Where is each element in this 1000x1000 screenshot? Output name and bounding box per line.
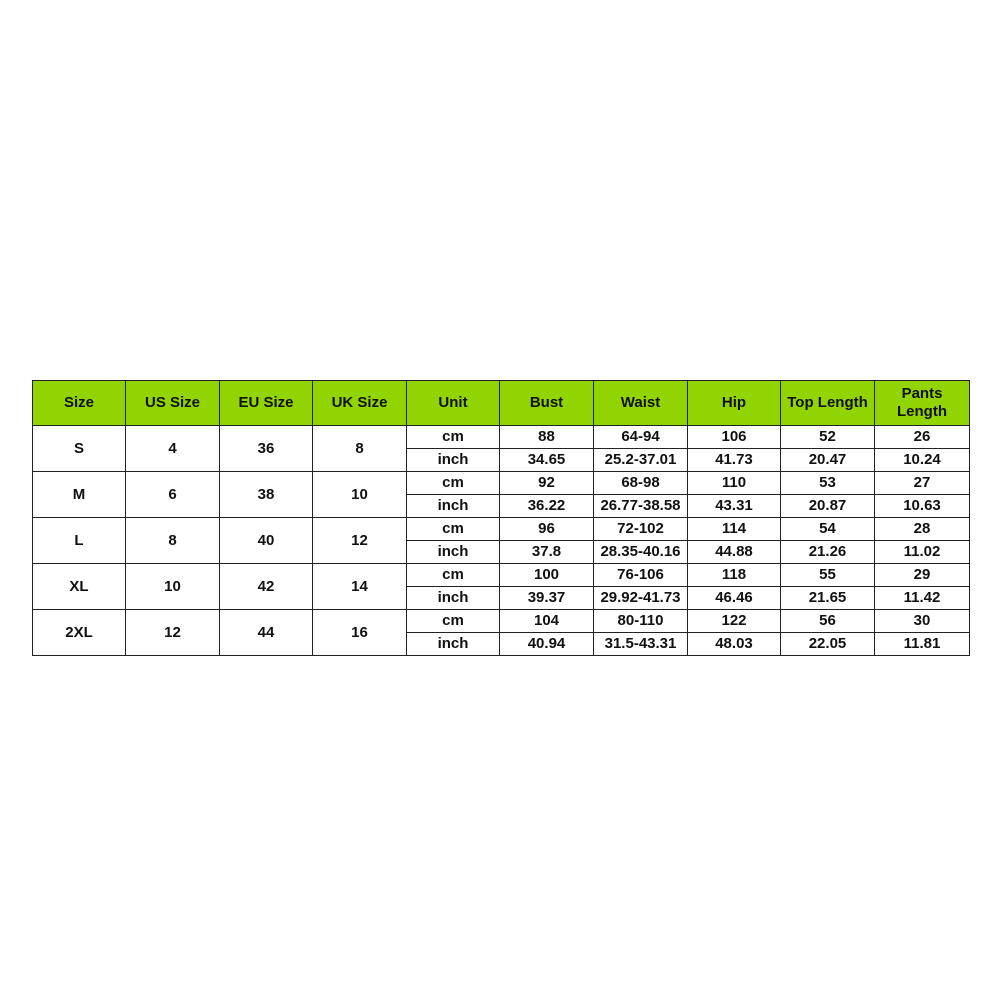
us-size-cell: 4 bbox=[126, 426, 220, 472]
size-chart-table bbox=[32, 380, 970, 656]
us-size-cell: 10 bbox=[126, 564, 220, 610]
top-inch-cell: 20.87 bbox=[781, 495, 875, 518]
waist-cm-cell: 64-94 bbox=[594, 426, 688, 449]
waist-inch-cell: 31.5-43.31 bbox=[594, 633, 688, 656]
uk-size-cell: 16 bbox=[313, 610, 407, 656]
unit-cm-cell: cm bbox=[407, 564, 500, 587]
waist-cm-cell: 80-110 bbox=[594, 610, 688, 633]
top-cm-cell: 55 bbox=[781, 564, 875, 587]
size-cell: XL bbox=[33, 564, 126, 610]
bust-inch-cell: 37.8 bbox=[500, 541, 594, 564]
top-cm-cell: 54 bbox=[781, 518, 875, 541]
header-eu-size: EU Size bbox=[220, 381, 313, 426]
us-size-cell: 8 bbox=[126, 518, 220, 564]
pants-inch-cell: 11.02 bbox=[875, 541, 970, 564]
unit-cm-cell: cm bbox=[407, 472, 500, 495]
uk-size-cell: 12 bbox=[313, 518, 407, 564]
us-size-cell: 6 bbox=[126, 472, 220, 518]
table-row bbox=[33, 426, 970, 449]
unit-cm-cell: cm bbox=[407, 610, 500, 633]
header-waist: Waist bbox=[594, 381, 688, 426]
bust-inch-cell: 34.65 bbox=[500, 449, 594, 472]
pants-inch-cell: 10.63 bbox=[875, 495, 970, 518]
unit-cm-cell: cm bbox=[407, 518, 500, 541]
unit-cm-cell: cm bbox=[407, 426, 500, 449]
header-hip: Hip bbox=[688, 381, 781, 426]
top-inch-cell: 22.05 bbox=[781, 633, 875, 656]
eu-size-cell: 40 bbox=[220, 518, 313, 564]
eu-size-cell: 38 bbox=[220, 472, 313, 518]
table-row bbox=[33, 472, 970, 495]
header-pants-length: Pants Length bbox=[875, 381, 970, 426]
waist-cm-cell: 76-106 bbox=[594, 564, 688, 587]
pants-cm-cell: 27 bbox=[875, 472, 970, 495]
top-cm-cell: 52 bbox=[781, 426, 875, 449]
bust-inch-cell: 36.22 bbox=[500, 495, 594, 518]
size-cell: S bbox=[33, 426, 126, 472]
header-unit: Unit bbox=[407, 381, 500, 426]
waist-inch-cell: 26.77-38.58 bbox=[594, 495, 688, 518]
header-top-length: Top Length bbox=[781, 381, 875, 426]
hip-cm-cell: 106 bbox=[688, 426, 781, 449]
waist-inch-cell: 28.35-40.16 bbox=[594, 541, 688, 564]
size-cell: L bbox=[33, 518, 126, 564]
eu-size-cell: 44 bbox=[220, 610, 313, 656]
header-size: Size bbox=[33, 381, 126, 426]
size-cell: M bbox=[33, 472, 126, 518]
hip-cm-cell: 122 bbox=[688, 610, 781, 633]
hip-inch-cell: 43.31 bbox=[688, 495, 781, 518]
header-us-size: US Size bbox=[126, 381, 220, 426]
eu-size-cell: 42 bbox=[220, 564, 313, 610]
top-cm-cell: 56 bbox=[781, 610, 875, 633]
top-inch-cell: 21.65 bbox=[781, 587, 875, 610]
us-size-cell: 12 bbox=[126, 610, 220, 656]
unit-inch-cell: inch bbox=[407, 495, 500, 518]
unit-inch-cell: inch bbox=[407, 541, 500, 564]
hip-cm-cell: 114 bbox=[688, 518, 781, 541]
waist-inch-cell: 25.2-37.01 bbox=[594, 449, 688, 472]
pants-cm-cell: 26 bbox=[875, 426, 970, 449]
top-inch-cell: 20.47 bbox=[781, 449, 875, 472]
unit-inch-cell: inch bbox=[407, 633, 500, 656]
bust-cm-cell: 104 bbox=[500, 610, 594, 633]
pants-cm-cell: 28 bbox=[875, 518, 970, 541]
eu-size-cell: 36 bbox=[220, 426, 313, 472]
bust-cm-cell: 100 bbox=[500, 564, 594, 587]
table-row bbox=[33, 518, 970, 541]
hip-inch-cell: 44.88 bbox=[688, 541, 781, 564]
hip-inch-cell: 41.73 bbox=[688, 449, 781, 472]
pants-inch-cell: 11.42 bbox=[875, 587, 970, 610]
unit-inch-cell: inch bbox=[407, 449, 500, 472]
pants-inch-cell: 11.81 bbox=[875, 633, 970, 656]
uk-size-cell: 14 bbox=[313, 564, 407, 610]
hip-cm-cell: 110 bbox=[688, 472, 781, 495]
pants-cm-cell: 30 bbox=[875, 610, 970, 633]
bust-cm-cell: 88 bbox=[500, 426, 594, 449]
waist-cm-cell: 68-98 bbox=[594, 472, 688, 495]
bust-inch-cell: 39.37 bbox=[500, 587, 594, 610]
hip-inch-cell: 46.46 bbox=[688, 587, 781, 610]
header-row bbox=[33, 381, 970, 426]
header-uk-size: UK Size bbox=[313, 381, 407, 426]
table-row bbox=[33, 564, 970, 587]
pants-inch-cell: 10.24 bbox=[875, 449, 970, 472]
waist-cm-cell: 72-102 bbox=[594, 518, 688, 541]
waist-inch-cell: 29.92-41.73 bbox=[594, 587, 688, 610]
bust-inch-cell: 40.94 bbox=[500, 633, 594, 656]
uk-size-cell: 10 bbox=[313, 472, 407, 518]
hip-inch-cell: 48.03 bbox=[688, 633, 781, 656]
size-cell: 2XL bbox=[33, 610, 126, 656]
pants-cm-cell: 29 bbox=[875, 564, 970, 587]
top-inch-cell: 21.26 bbox=[781, 541, 875, 564]
table-row bbox=[33, 610, 970, 633]
top-cm-cell: 53 bbox=[781, 472, 875, 495]
bust-cm-cell: 96 bbox=[500, 518, 594, 541]
header-bust: Bust bbox=[500, 381, 594, 426]
unit-inch-cell: inch bbox=[407, 587, 500, 610]
uk-size-cell: 8 bbox=[313, 426, 407, 472]
bust-cm-cell: 92 bbox=[500, 472, 594, 495]
hip-cm-cell: 118 bbox=[688, 564, 781, 587]
size-chart-body bbox=[33, 426, 970, 656]
